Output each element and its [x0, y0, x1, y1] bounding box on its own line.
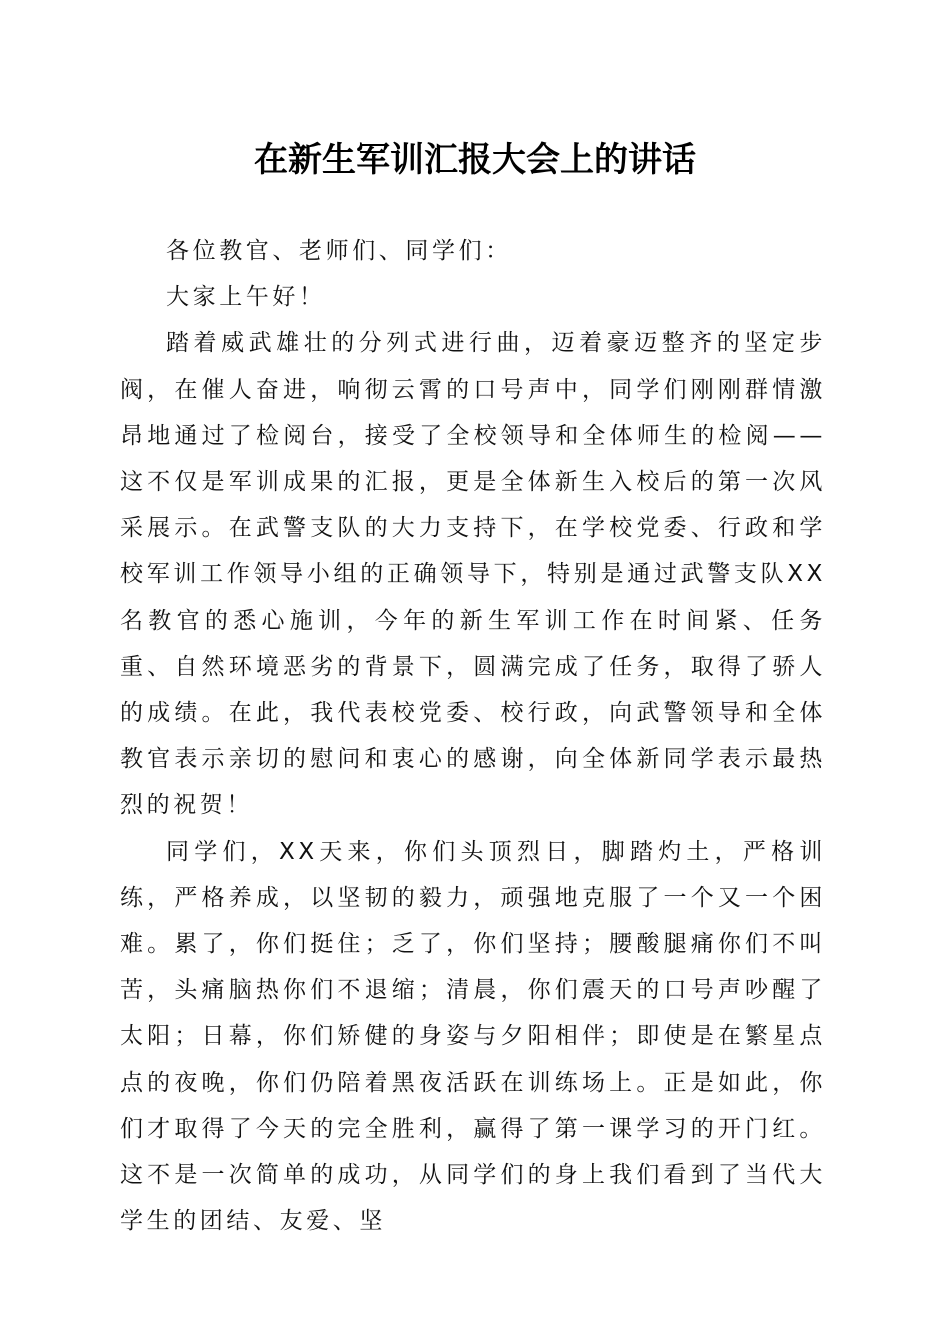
document-title: 在新生军训汇报大会上的讲话	[254, 140, 696, 180]
greeting-paragraph: 大家上午好！	[166, 284, 326, 311]
document-body	[120, 228, 826, 1244]
body-paragraph-2: 同学们，XX天来，你们头顶烈日，脚踏灼土，严格训练，严格养成，以坚韧的毅力，顽强地克服了一个又一个困难。累了，你们挺住；乏了，你们坚持；腰酸腿痛你们不叫苦，头痛脑热你们不退缩；清晨，你们震天的口号声吵醒了太阳；日幕，你们矫健的身姿与夕阳相伴；即使是在繁星点点的夜晚，你们仍陪着黑夜活跃在训练场上。正是如此，你们才取得了今天的完全胜利，赢得了第一课学习的开门红。这不是一次简单的成功，从同学们的身上我们看到了当代大学生的团结、友爱、坚	[120, 838, 826, 1235]
body-paragraph-1: 踏着威武雄壮的分列式进行曲，迈着豪迈整齐的坚定步阀，在催人奋进，响彻云霄的口号声中，同学们刚刚群情激昂地通过了检阅台，接受了全校领导和全体师生的检阅——这不仅是军训成果的汇报，更是全体新生入校后的第一次风采展示。在武警支队的大力支持下，在学校党委、行政和学校军训工作领导小组的正确领导下，特别是通过武警支队XX名教官的悉心施训，今年的新生军训工作在时间紧、任务重、自然环境恶劣的背景下，圆满完成了任务，取得了骄人的成绩。在此，我代表校党委、校行政，向武警领导和全体教官表示亲切的慰问和衷心的感谢，向全体新同学表示最热烈的祝贺！	[120, 330, 826, 819]
salutation-paragraph: 各位教官、老师们、同学们：	[166, 238, 512, 264]
